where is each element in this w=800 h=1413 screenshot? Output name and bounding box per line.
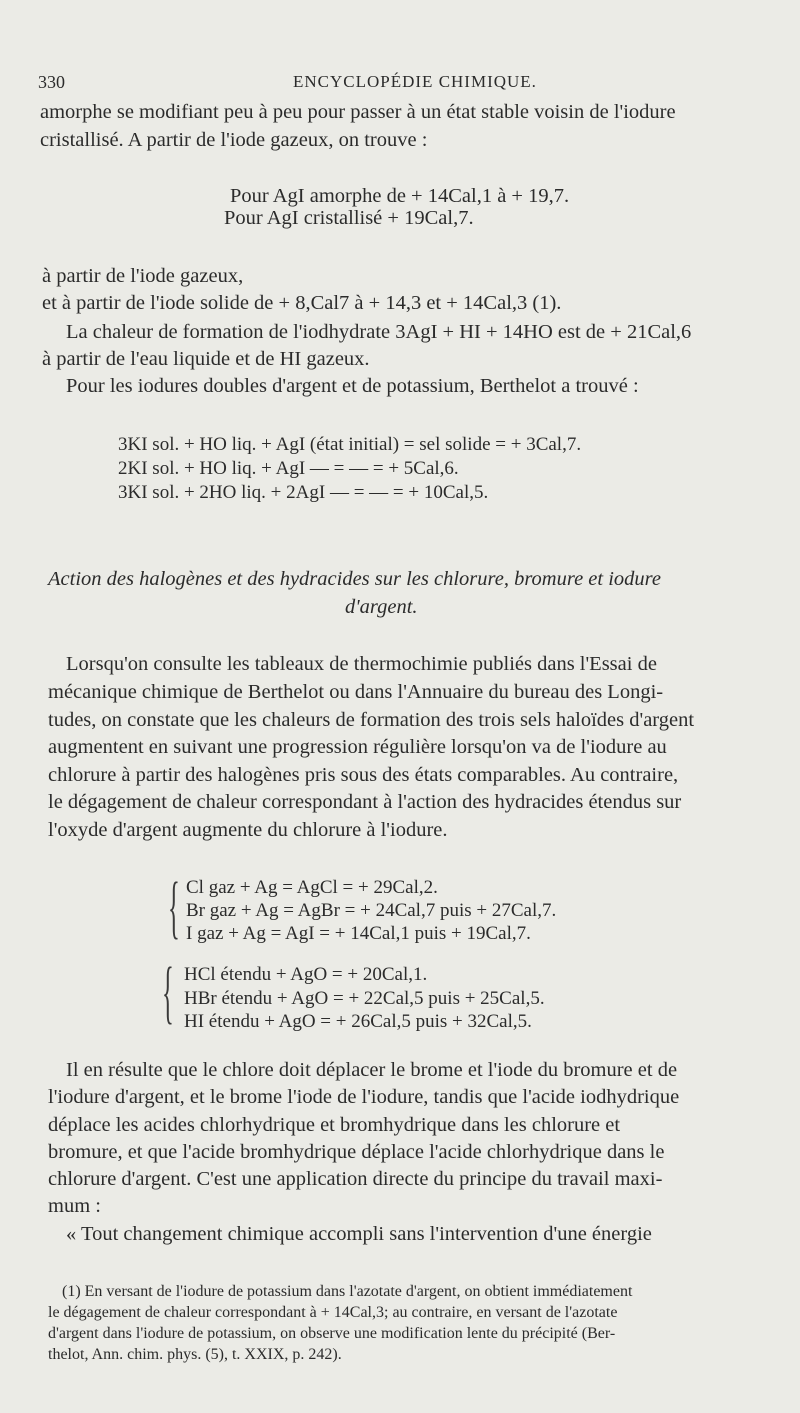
formula-line: HI étendu + AgO = + 26Cal,5 puis + 32Cal,5. — [184, 1011, 532, 1032]
text-line: Pour les iodures doubles d'argent et de potassium, Berthelot a trouvé : — [66, 375, 639, 397]
text-line: à partir de l'iode gazeux, — [42, 265, 244, 287]
text-line: cristallisé. A partir de l'iode gazeux, on trouve : — [40, 129, 428, 151]
footnote-line: (1) En versant de l'iodure de potassium dans l'azotate d'argent, on obtient immédiatement — [62, 1283, 633, 1300]
text-line: déplace les acides chlorhydrique et bromhydrique dans les chlorure et — [48, 1114, 621, 1136]
text-line: l'oxyde d'argent augmente du chlorure à l'iodure. — [48, 819, 448, 841]
formula-line: I gaz + Ag = AgI = + 14Cal,1 puis + 19Cal,7. — [186, 923, 531, 944]
formula-line: Pour AgI amorphe de + 14Cal,1 à + 19,7. — [230, 185, 570, 207]
text-line: bromure, et que l'acide bromhydrique déplace l'acide chlorhydrique dans le — [48, 1141, 665, 1163]
text-line: La chaleur de formation de l'iodhydrate 3AgI + HI + 14HO est de + 21Cal,6 — [66, 321, 692, 343]
text-line: le dégagement de chaleur correspondant à l'action des hydracides étendus sur — [48, 791, 682, 813]
text-line: chlorure d'argent. C'est une application directe du principe du travail maxi- — [48, 1168, 663, 1190]
page-number: 330 — [38, 72, 65, 92]
footnote-line: thelot, Ann. chim. phys. (5), t. XXIX, p. 242). — [48, 1346, 342, 1363]
text-line: chlorure à partir des halogènes pris sous des états comparables. Au contraire, — [48, 764, 679, 786]
text-line: mécanique chimique de Berthelot ou dans l'Annuaire du bureau des Longi- — [48, 681, 664, 703]
formula-line: HBr étendu + AgO = + 22Cal,5 puis + 25Cal,5. — [184, 988, 545, 1009]
text-line: et à partir de l'iode solide de + 8,Cal7 à + 14,3 et + 14Cal,3 (1). — [42, 292, 562, 314]
formula-line: HCl étendu + AgO = + 20Cal,1. — [184, 964, 428, 985]
running-title: ENCYCLOPÉDIE CHIMIQUE. — [293, 72, 537, 91]
formula-line: 3KI sol. + 2HO liq. + 2AgI — = — = + 10Cal,5. — [118, 482, 489, 503]
formula-line: 3KI sol. + HO liq. + AgI (état initial) = sel solide = + 3Cal,7. — [118, 434, 582, 455]
text-line: l'iodure d'argent, et le brome l'iode de l'iodure, tandis que l'acide iodhydrique — [48, 1086, 680, 1108]
formula-line: Cl gaz + Ag = AgCl = + 29Cal,2. — [186, 877, 438, 898]
text-line: à partir de l'eau liquide et de HI gazeux. — [42, 348, 370, 370]
text-line: tudes, on constate que les chaleurs de formation des trois sels haloïdes d'argent — [48, 709, 695, 731]
text-line: Il en résulte que le chlore doit déplacer le brome et l'iode du bromure et de — [66, 1059, 678, 1081]
footnote-line: le dégagement de chaleur correspondant à + 14Cal,3; au contraire, en versant de l'azotate — [48, 1304, 618, 1321]
formula-line: 2KI sol. + HO liq. + AgI — = — = + 5Cal,6. — [118, 458, 459, 479]
formula-line: Pour AgI cristallisé + 19Cal,7. — [224, 207, 474, 229]
section-heading: Action des halogènes et des hydracides sur les chlorure, bromure et iodure — [48, 568, 661, 590]
left-brace: { — [162, 954, 174, 1031]
footnote-line: d'argent dans l'iodure de potassium, on observe une modification lente du précipité (Ber- — [48, 1325, 616, 1342]
text-line: augmentent en suivant une progression régulière lorsqu'on va de l'iodure au — [48, 736, 667, 758]
text-line: Lorsqu'on consulte les tableaux de thermochimie publiés dans l'Essai de — [66, 653, 657, 675]
text-line: amorphe se modifiant peu à peu pour passer à un état stable voisin de l'iodure — [40, 101, 676, 123]
text-line: « Tout changement chimique accompli sans l'intervention d'une énergie — [66, 1223, 652, 1245]
text-line: mum : — [48, 1195, 101, 1217]
section-heading: d'argent. — [345, 596, 418, 618]
formula-line: Br gaz + Ag = AgBr = + 24Cal,7 puis + 27Cal,7. — [186, 900, 557, 921]
left-brace: { — [168, 869, 180, 946]
